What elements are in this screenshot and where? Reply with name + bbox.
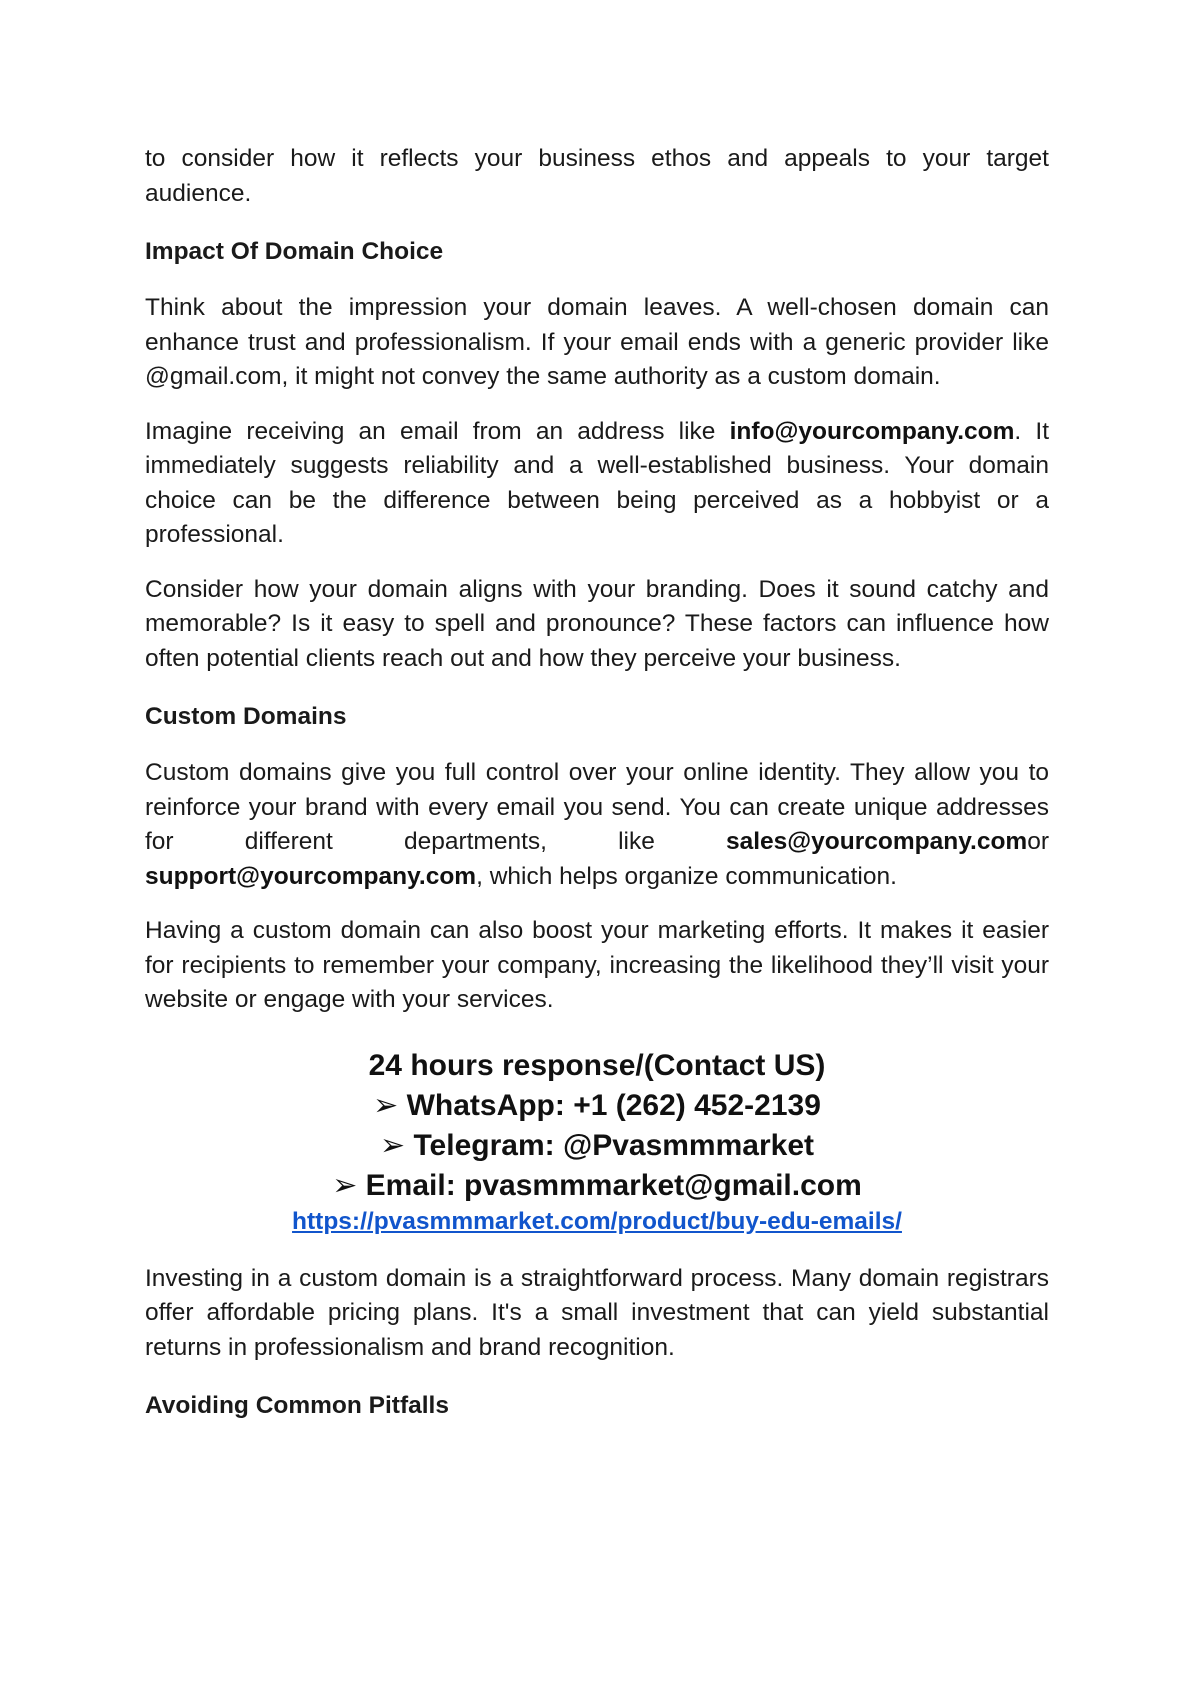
impact-p2-pre: Imagine receiving an email from an address like: [145, 417, 730, 445]
document-page: [145, 142, 1049, 1445]
custom-p1-post: , which helps organize communication.: [476, 862, 897, 890]
email-example-sales: sales@yourcompany.com: [725, 828, 1028, 855]
intro-paragraph: to consider how it reflects your business ethos and appeals to your target audience.: [145, 145, 1049, 207]
impact-p2-post: . It immediately suggests reliability and a well-established business. Your domain choice can be the difference between being perceived as a hobbyist or a professional.: [145, 417, 1050, 548]
custom-paragraph-1: [145, 756, 1049, 894]
heading-custom-domains: Custom Domains: [145, 703, 347, 730]
product-link[interactable]: https://pvasmmmarket.com/product/buy-edu-emails/: [292, 1207, 902, 1235]
impact-paragraph-2: [145, 415, 1049, 553]
email-example-info: info@yourcompany.com: [729, 417, 1015, 445]
custom-paragraph-2: Having a custom domain can also boost your marketing efforts. It makes it easier for recipients to remember your company, increasing the likelihood they’ll visit your website or engage with your services.: [145, 917, 1049, 1013]
investing-paragraph: Investing in a custom domain is a straightforward process. Many domain registrars offer affordable pricing plans. It's a small investment that can yield substantial returns in professionalism and brand recognition.: [145, 1264, 1049, 1361]
contact-title: 24 hours response/(Contact US): [368, 1048, 826, 1082]
heading-impact-of-domain-choice: Impact Of Domain Choice: [145, 238, 444, 265]
contact-block: [145, 1046, 1049, 1238]
contact-email: ➢ Email: pvasmmmarket@gmail.com: [332, 1168, 862, 1202]
heading-avoiding-common-pitfalls: Avoiding Common Pitfalls: [145, 1392, 449, 1419]
custom-p1-pre: Custom domains give you full control over your online identity. They allow you to reinforce your brand with every email you send. You can create unique addresses for different departments, like: [145, 759, 1049, 855]
contact-whatsapp: ➢ WhatsApp: +1 (262) 452-2139: [373, 1088, 821, 1122]
contact-telegram: ➢ Telegram: @Pvasmmmarket: [379, 1128, 815, 1162]
impact-paragraph-3: Consider how your domain aligns with your branding. Does it sound catchy and memorable? Is it easy to spell and pronounce? These factors can influence how often potential clients reach out and how they perceive your business.: [145, 575, 1049, 672]
email-example-support: support@yourcompany.com: [145, 862, 477, 890]
impact-paragraph-1: Think about the impression your domain leaves. A well-chosen domain can enhance trust and professionalism. If your email ends with a generic provider like @gmail.com, it might not convey the same authority as a custom domain.: [145, 294, 1049, 390]
custom-p1-mid: or: [1027, 828, 1049, 855]
